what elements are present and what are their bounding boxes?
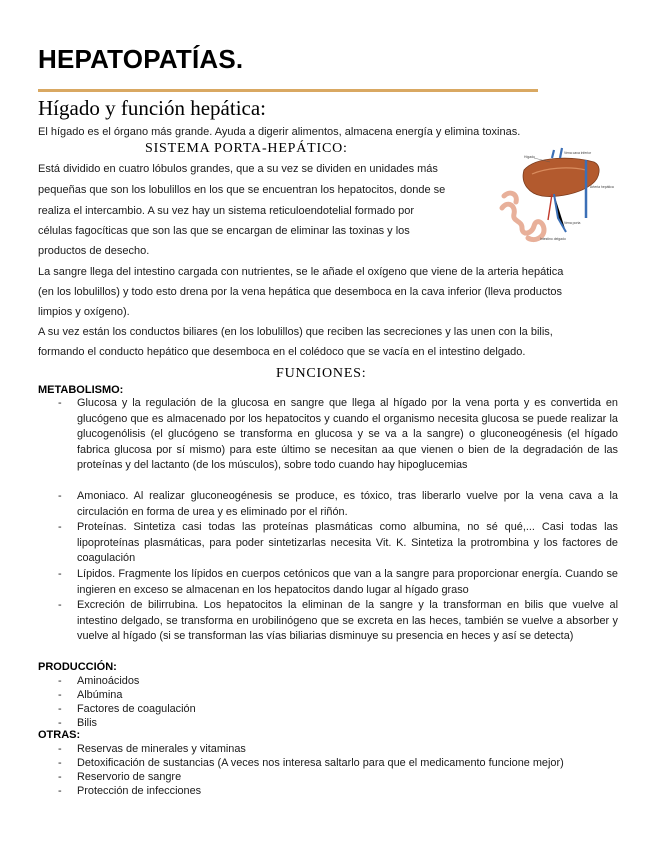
page-title: HEPATOPATÍAS. (38, 44, 244, 74)
list-item-text: Factores de coagulación (77, 703, 196, 715)
list-item (58, 757, 564, 769)
list-item (58, 771, 181, 783)
list-item (58, 520, 618, 567)
portal-line: células fagocíticas que son las que se encargan de eliminar las toxinas y los (38, 225, 410, 237)
figure-label: Vena porta (564, 221, 581, 225)
portal-line: productos de desecho. (38, 245, 150, 257)
bullet-dash: - (58, 703, 62, 715)
bullet-dash: - (58, 397, 62, 409)
liver-illustration (494, 148, 614, 244)
portal-line: limpios y oxígeno). (38, 306, 130, 318)
portal-line: formando el conducto hepático que desemboca en el colédoco que se vacía en el intestino delgado. (38, 346, 526, 358)
list-item-text: Bilis (77, 717, 97, 729)
bullet-dash: - (58, 521, 62, 533)
list-item-text: Reservorio de sangre (77, 771, 182, 783)
list-item-text: Amoniaco. Al realizar gluconeogénesis se produce, es tóxico, tras liberarlo vuelve por la vena cava a la circulación en forma de urea y es eliminado por el riñón. (77, 490, 618, 518)
intro-paragraph: El hígado es el órgano más grande. Ayuda a digerir alimentos, almacena energía y elimina toxinas. (38, 126, 521, 138)
list-item (58, 675, 139, 687)
list-item-text: Aminoácidos (77, 675, 140, 687)
list-item (58, 785, 201, 797)
portal-line: Está dividido en cuatro lóbulos grandes, que a su vez se dividen en unidades más (38, 163, 438, 175)
list-item (58, 567, 618, 598)
list-item-text: Albúmina (77, 689, 123, 701)
title-underline (38, 89, 538, 92)
bullet-dash: - (58, 490, 62, 502)
list-item-text: Reservas de minerales y vitaminas (77, 743, 246, 755)
list-item-text: Proteínas. Sintetiza casi todas las proteínas plasmáticas como albumina, no sé qué,... Casi todas las lipoproteínas plasmáticas, para poder sintetizarlas necesita Vit. K. Sintetiza la protrombina y los factores de coagulación (77, 521, 618, 564)
bullet-dash: - (58, 743, 62, 755)
bullet-dash: - (58, 785, 62, 797)
bullet-dash: - (58, 717, 62, 729)
figure-label: Arteria hepática (590, 185, 614, 189)
list-item (58, 396, 618, 474)
figure-label: Vena cava inferior (564, 151, 592, 155)
functions-heading: FUNCIONES: (276, 366, 367, 381)
list-item-text: Detoxificación de sustancias (A veces nos interesa saltarlo para que el medicamento funcione mejor) (77, 757, 564, 769)
list-item (58, 703, 196, 715)
list-item (58, 598, 618, 645)
bullet-dash: - (58, 599, 62, 611)
portal-line: realiza el intercambio. A su vez hay un sistema reticuloendotelial formado por (38, 205, 415, 217)
section-subtitle: Hígado y función hepática: (38, 96, 267, 120)
portal-line: pequeñas que son los lobulillos en los que se encuentran los hepatocitos, donde se (38, 184, 446, 196)
others-heading: OTRAS: (38, 729, 81, 741)
bullet-dash: - (58, 675, 62, 687)
list-item (58, 717, 97, 729)
list-item (58, 689, 122, 701)
metabolism-heading: METABOLISMO: (38, 384, 124, 396)
portal-line: A su vez están los conductos biliares (en los lobulillos) que reciben las secreciones y las unen con la bilis, (38, 326, 553, 338)
portal-line: La sangre llega del intestino cargada con nutrientes, se le añade el oxígeno que viene de la arteria hepática (38, 266, 564, 278)
list-item-text: Protección de infecciones (77, 785, 202, 797)
bullet-dash: - (58, 771, 62, 783)
list-item (58, 489, 618, 520)
list-item-text: Glucosa y la regulación de la glucosa en sangre que llega al hígado por la vena porta y es convertida en glucógeno que es almacenado por los hepatocitos y cuando el organismo necesita glucosa se puede realizar la glucogenólisis (el glucógeno se transforma en glucosa y se va a la sangre) o gluconeogénesis (el hígado fabrica glucosa por sí mismo) para este último se necesitan aa que vienen o bien de la degradación de las proteínas y del lactanto (de los músculos), sobre todo cuando hay hipoglucemias (77, 397, 618, 471)
list-item-text: Excreción de bilirrubina. Los hepatocitos la eliminan de la sangre y la transforman en bilis que vuelve al intestino delgado, se transforma en urobilinógeno que se excreta en las heces, también se vuelve a absorber y vuelve al hígado (si se transforman las vías biliarias disminuye su presencia en heces y así se detecta) (77, 599, 618, 642)
list-item (58, 743, 246, 755)
portal-line: (en los lobulillos) y todo esto drena por la vena hepática que desemboca en la cava inferior (lleva productos (38, 286, 563, 298)
figure-label: Intestino delgado (540, 237, 566, 241)
production-heading: PRODUCCIÓN: (38, 661, 117, 673)
bullet-dash: - (58, 689, 62, 701)
portal-system-heading: SISTEMA PORTA-HEPÁTICO: (145, 141, 348, 156)
bullet-dash: - (58, 757, 62, 769)
figure-label: Hígado (524, 155, 535, 159)
bullet-dash: - (58, 568, 62, 580)
list-item-text: Lípidos. Fragmente los lípidos en cuerpos cetónicos que van a la sangre para proporcionar energía. Cuando se ingieren en exceso se almacenan en los hepatocitos dando lugar al hígado graso (77, 568, 618, 596)
